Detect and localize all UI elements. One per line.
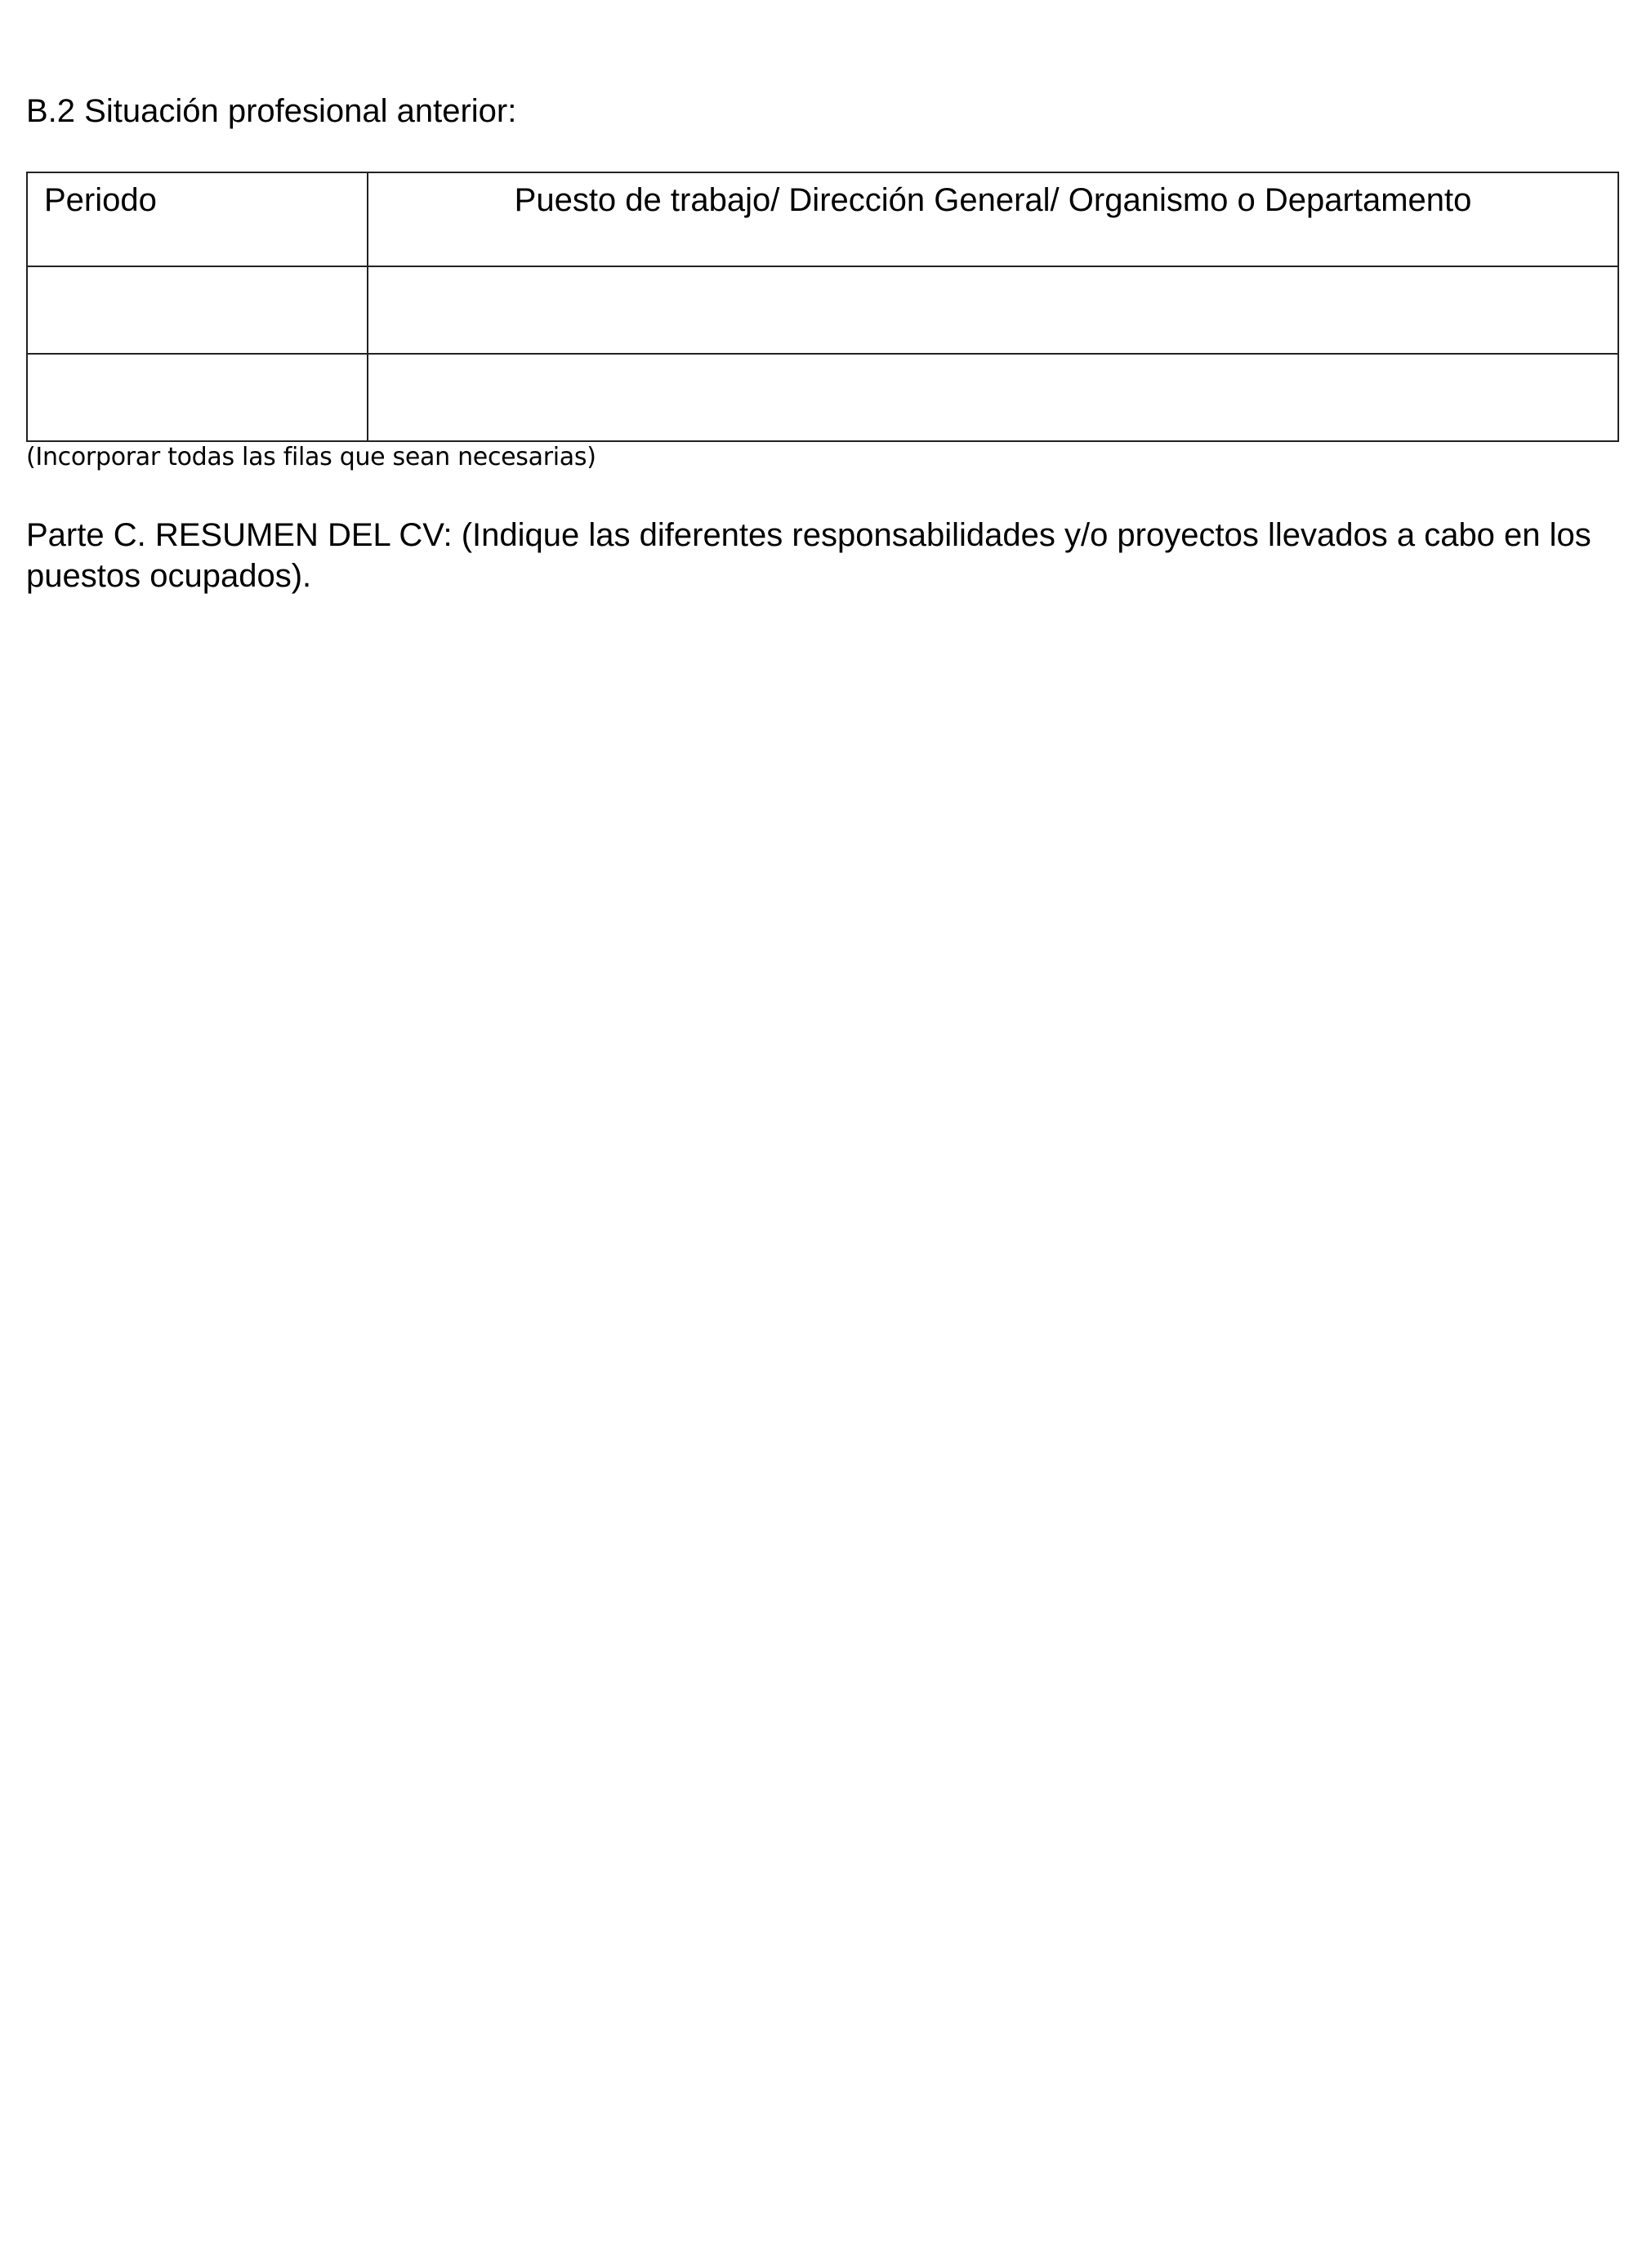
table-row: [27, 354, 1618, 441]
previous-positions-table: [26, 172, 1619, 442]
section-b2-heading: B.2 Situación profesional anterior:: [26, 93, 517, 129]
table-row: [27, 266, 1618, 354]
table-note: (Incorporar todas las filas que sean necesarias): [26, 443, 596, 471]
column-header-periodo: Periodo: [27, 172, 368, 266]
column-header-puesto: Puesto de trabajo/ Dirección General/ Organismo o Departamento: [368, 172, 1618, 266]
previous-positions-table-container: [26, 172, 1617, 442]
part-c-summary-heading: Parte C. RESUMEN DEL CV: (Indique las diferentes responsabilidades y/o proyectos llevados a cabo en los puestos ocupados).: [26, 517, 1591, 594]
table-cell-periodo[interactable]: [27, 266, 368, 354]
table-cell-periodo[interactable]: [27, 354, 368, 441]
table-cell-puesto[interactable]: [368, 354, 1618, 441]
table-cell-puesto[interactable]: [368, 266, 1618, 354]
table-header-row: [27, 172, 1618, 266]
